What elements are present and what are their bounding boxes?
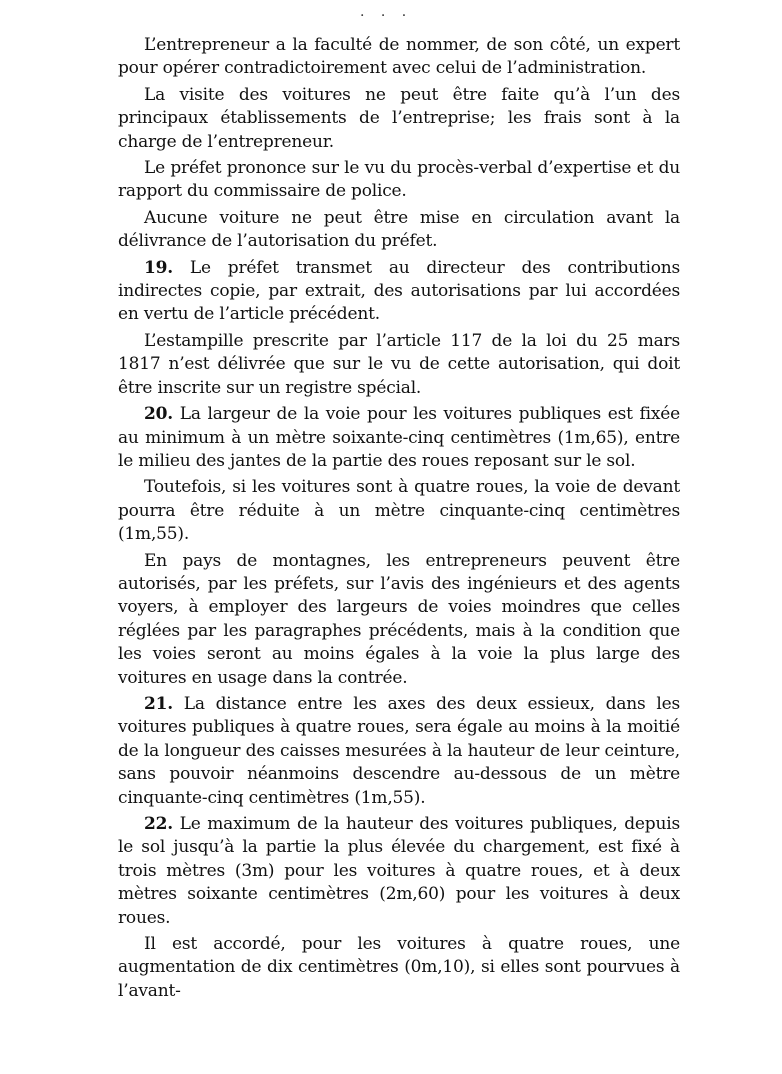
header-mark: · · · — [360, 8, 413, 24]
paragraph — [118, 207, 680, 254]
paragraph-text: L’entrepreneur a la faculté de nommer, de son côté, un expert pour opérer contradictoirement avec celui de l’administration. — [118, 35, 680, 79]
paragraph-text: Le préfet transmet au directeur des contributions indirectes copie, par extrait, des autorisations par lui accordées en vertu de l’article précédent. — [118, 257, 680, 325]
paragraph — [118, 933, 680, 1003]
paragraph-text: L’estampille prescrite par l’article 117 de la loi du 25 mars 1817 n’est délivrée que sur le vu de cette autorisation, qui doit être inscrite sur un registre spécial. — [118, 330, 680, 398]
paragraph-text: Le maximum de la hauteur des voitures publiques, depuis le sol jusqu’à la partie la plus élevée du chargement, est fixé à trois mètres (3m) pour les voitures à quatre roues, et à deux mètres soixante centimètres (2m,60) pour les voitures à deux roues. — [118, 814, 680, 928]
article-number: 21. — [144, 693, 173, 714]
article-number: 22. — [144, 814, 173, 834]
paragraph-text: Toutefois, si les voitures sont à quatre roues, la voie de devant pourra être réduite à un mètre cinquante-cinq centimètres (1m,55). — [118, 477, 680, 545]
paragraph — [118, 330, 680, 400]
article-number: 19. — [144, 257, 173, 278]
paragraph-text: Le préfet prononce sur le vu du procès-verbal d’expertise et du rapport du commissaire de police. — [118, 158, 680, 202]
paragraph-article-20 — [118, 403, 680, 473]
paragraph — [118, 157, 680, 204]
paragraph — [118, 34, 680, 81]
paragraph-text: La distance entre les axes des deux essieux, dans les voitures publiques à quatre roues, sera égale au moins à la moitié de la longueur des caisses mesurées à la hauteur de leur ceinture, sans pouvoir néanmoins descendre au-dessous de un mètre cinquante-cinq centimètres (1m,55). — [118, 693, 680, 808]
text-body — [118, 34, 680, 1006]
paragraph-text: La largeur de la voie pour les voitures publiques est fixée au minimum à un mètre soixante-cinq centimètres (1m,65), entre le milieu des jantes de la partie des roues reposant sur le sol. — [118, 404, 680, 471]
article-number: 20. — [144, 404, 173, 425]
paragraph — [118, 84, 680, 154]
paragraph — [118, 476, 680, 546]
paragraph — [118, 550, 680, 690]
paragraph-text: Il est accordé, pour les voitures à quatre roues, une augmentation de dix centimètres (0m,10), si elles sont pourvues à l’avant- — [118, 934, 680, 1001]
paragraph-article-22 — [118, 813, 680, 930]
paragraph-article-19 — [118, 257, 680, 327]
paragraph-text: Aucune voiture ne peut être mise en circulation avant la délivrance de l’autorisation du préfet. — [118, 207, 680, 252]
paragraph-article-21 — [118, 693, 680, 810]
paragraph-text: La visite des voitures ne peut être faite qu’à l’un des principaux établissements de l’entreprise; les frais sont à la charge de l’entrepreneur. — [118, 84, 680, 152]
paragraph-text: En pays de montagnes, les entrepreneurs peuvent être autorisés, par les préfets, sur l’avis des ingénieurs et des agents voyers, à employer des largeurs de voies moindres que celles réglées par les paragraphes précédents, mais à la condition que les voies seront au moins égales à la voie la plus large des voitures en usage dans la contrée. — [118, 550, 680, 688]
